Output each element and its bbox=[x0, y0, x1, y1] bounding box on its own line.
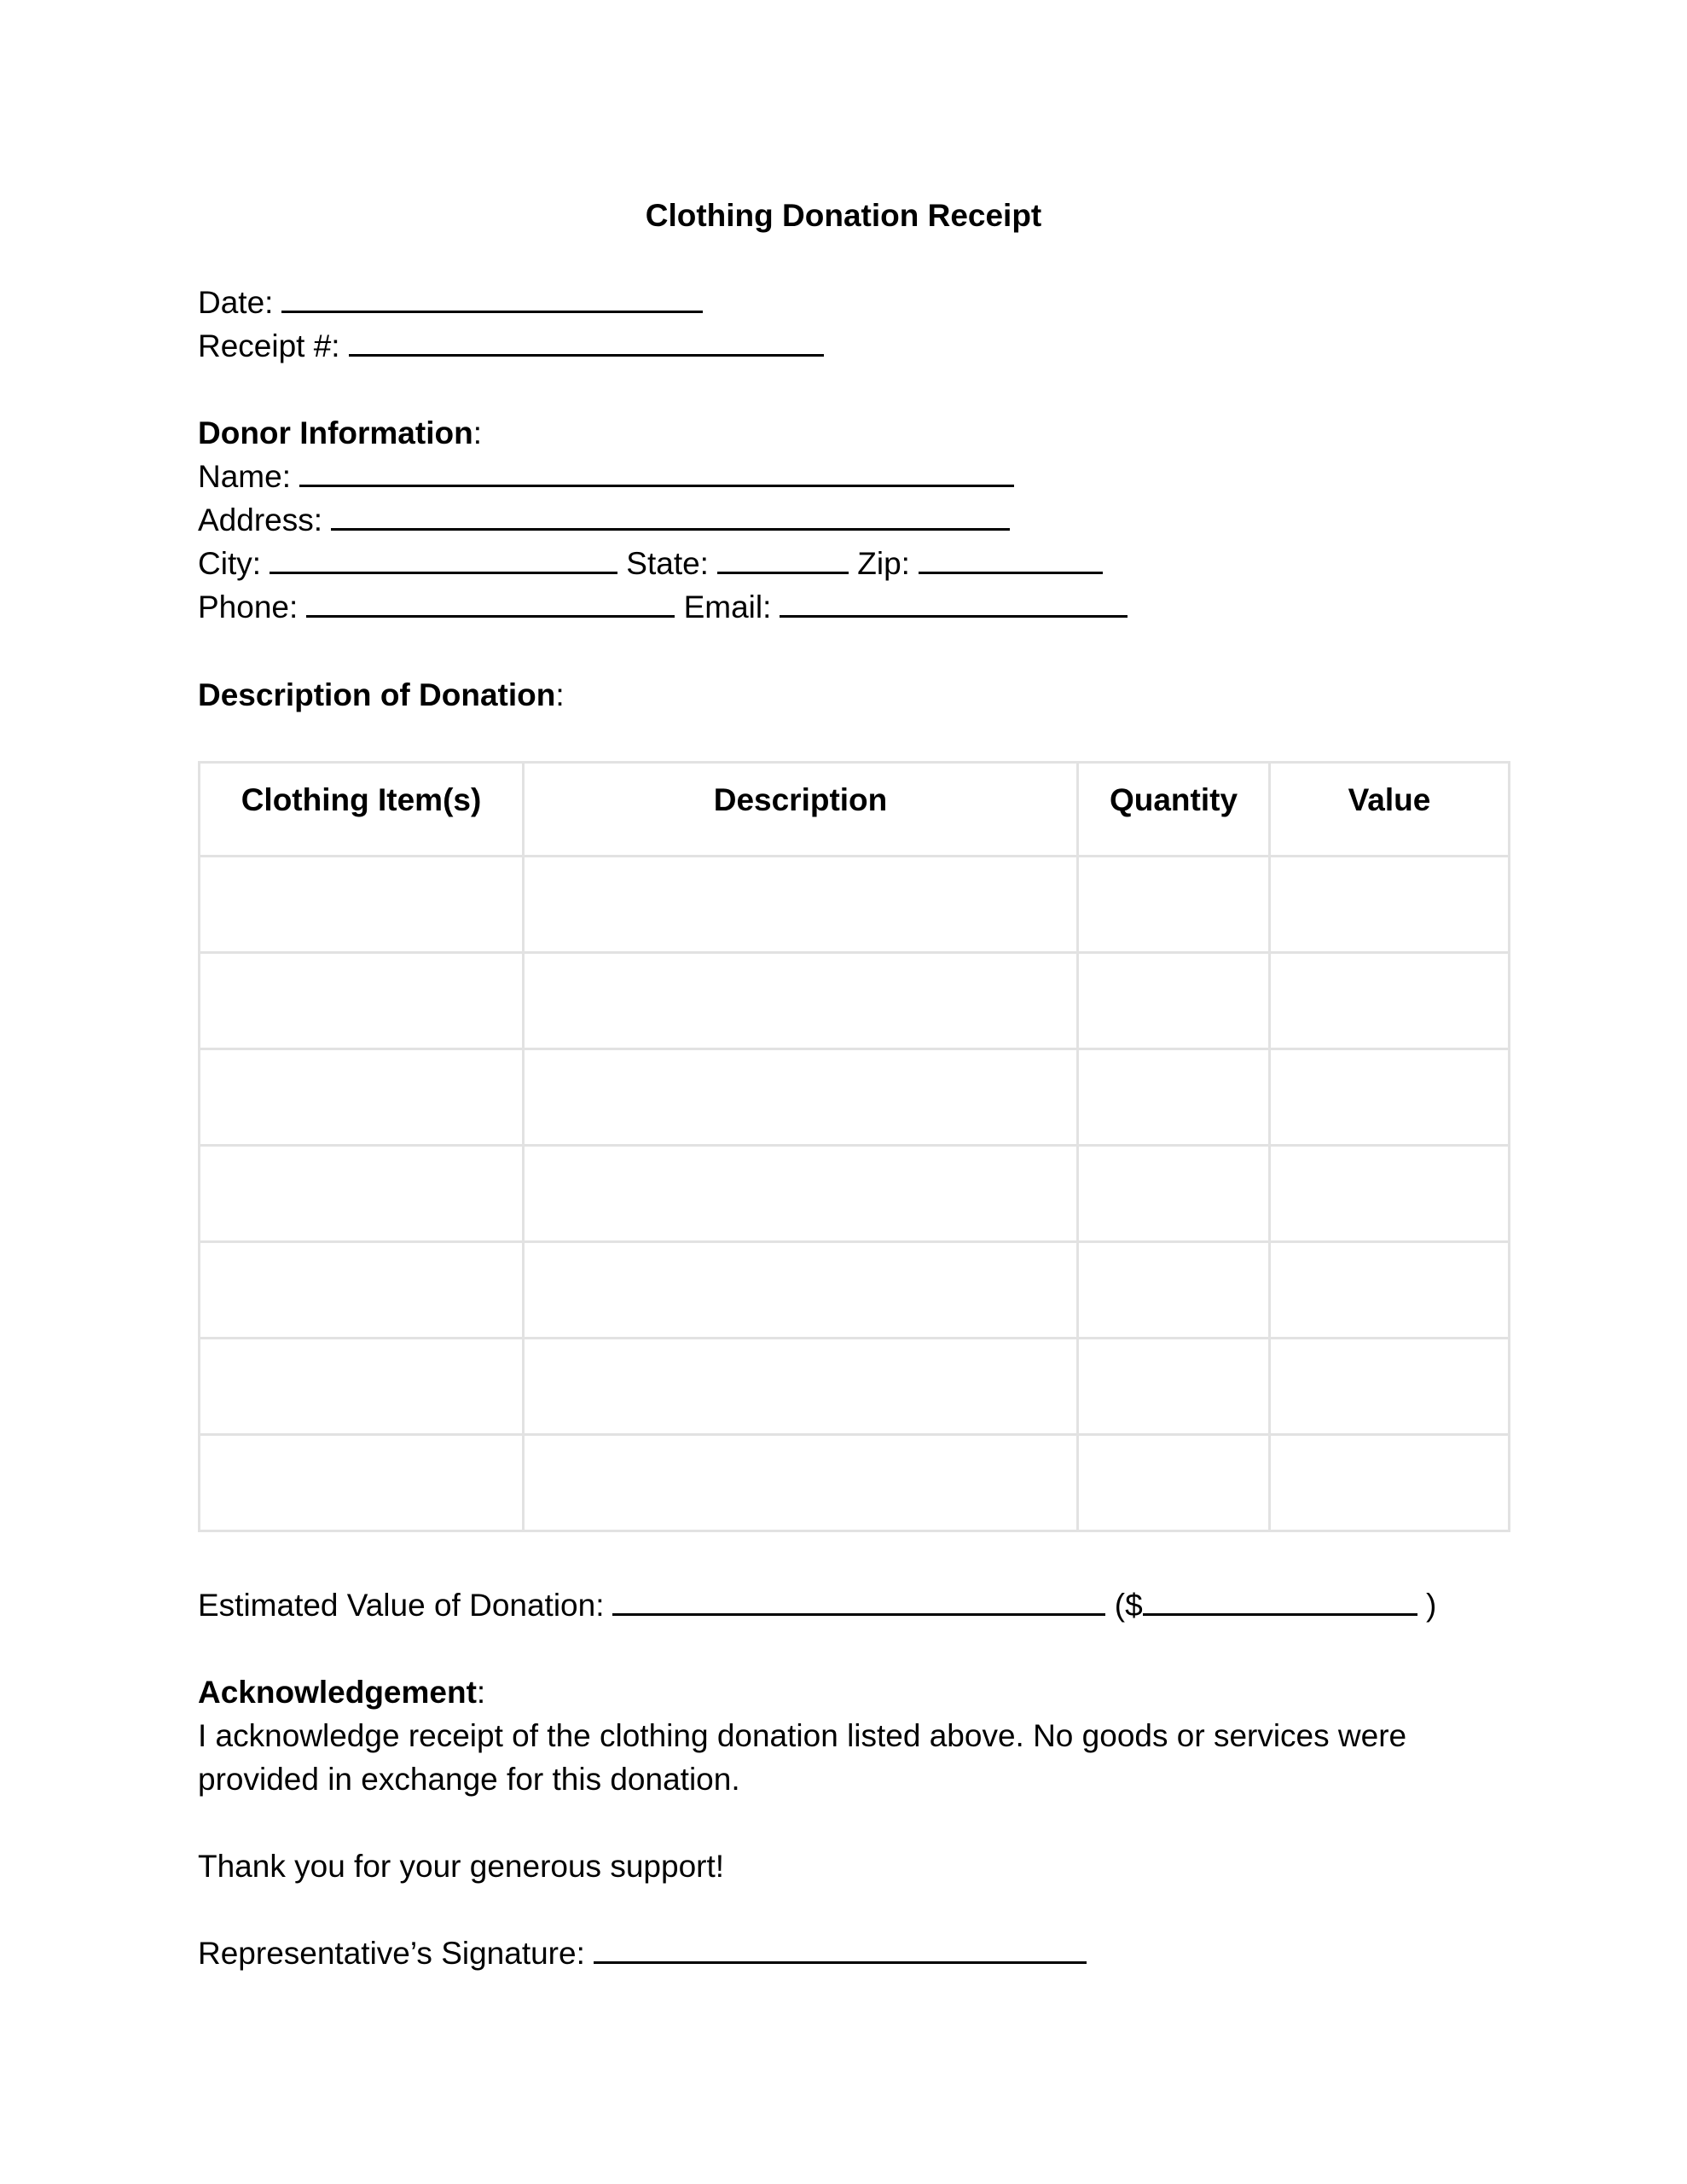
table-row bbox=[200, 1146, 1510, 1242]
table-cell[interactable] bbox=[1078, 953, 1270, 1049]
table-row bbox=[200, 1339, 1510, 1435]
city-field[interactable] bbox=[270, 543, 617, 574]
table-cell[interactable] bbox=[1270, 1435, 1510, 1531]
receipt-number-field[interactable] bbox=[349, 325, 824, 357]
donation-heading-colon: : bbox=[555, 677, 565, 712]
table-cell[interactable] bbox=[1270, 1146, 1510, 1242]
table-cell[interactable] bbox=[1078, 857, 1270, 953]
receipt-row bbox=[198, 325, 824, 368]
signature-row bbox=[198, 1932, 1087, 1975]
email-label: Email: bbox=[683, 590, 772, 624]
estimated-value-paren-open: ($ bbox=[1114, 1588, 1143, 1623]
state-field[interactable] bbox=[717, 543, 849, 574]
donor-heading bbox=[198, 412, 482, 455]
donor-heading-text: Donor Information bbox=[198, 415, 473, 450]
phone-field[interactable] bbox=[306, 586, 675, 618]
date-field[interactable] bbox=[281, 282, 703, 313]
column-header-clothing-items: Clothing Item(s) bbox=[200, 763, 524, 857]
acknowledgement-line-1: I acknowledge receipt of the clothing donation listed above. No goods or services were bbox=[198, 1718, 1407, 1753]
table-cell[interactable] bbox=[200, 1435, 524, 1531]
state-label: State: bbox=[626, 546, 709, 581]
table-cell[interactable] bbox=[200, 1146, 524, 1242]
table-cell[interactable] bbox=[1078, 1339, 1270, 1435]
table-row bbox=[200, 953, 1510, 1049]
table-cell[interactable] bbox=[200, 1049, 524, 1146]
donor-heading-colon: : bbox=[472, 415, 482, 450]
name-field[interactable] bbox=[299, 456, 1014, 487]
city-state-zip-row bbox=[198, 543, 1103, 585]
address-label: Address: bbox=[198, 502, 323, 537]
name-row bbox=[198, 456, 1014, 498]
table-cell[interactable] bbox=[524, 1435, 1078, 1531]
zip-field[interactable] bbox=[919, 543, 1103, 574]
table-cell[interactable] bbox=[1078, 1242, 1270, 1339]
table-row bbox=[200, 1049, 1510, 1146]
acknowledgement-heading bbox=[198, 1671, 485, 1714]
address-field[interactable] bbox=[331, 499, 1010, 531]
column-header-description: Description bbox=[524, 763, 1078, 857]
email-field[interactable] bbox=[780, 586, 1128, 618]
column-header-quantity: Quantity bbox=[1078, 763, 1270, 857]
table-cell[interactable] bbox=[200, 1339, 524, 1435]
table-row bbox=[200, 1242, 1510, 1339]
estimated-dollar-field[interactable] bbox=[1143, 1584, 1417, 1616]
table-cell[interactable] bbox=[524, 1049, 1078, 1146]
date-row bbox=[198, 282, 703, 324]
table-cell[interactable] bbox=[200, 857, 524, 953]
name-label: Name: bbox=[198, 459, 291, 494]
date-label: Date: bbox=[198, 285, 274, 320]
signature-field[interactable] bbox=[594, 1932, 1087, 1964]
table-cell[interactable] bbox=[524, 1339, 1078, 1435]
table-cell[interactable] bbox=[1078, 1146, 1270, 1242]
table-cell[interactable] bbox=[1270, 953, 1510, 1049]
table-header-row bbox=[200, 763, 1510, 857]
table-row bbox=[200, 1435, 1510, 1531]
phone-label: Phone: bbox=[198, 590, 299, 624]
estimated-value-label: Estimated Value of Donation: bbox=[198, 1588, 605, 1623]
donation-heading-text: Description of Donation bbox=[198, 677, 556, 712]
table-cell[interactable] bbox=[524, 1242, 1078, 1339]
acknowledgement-line-2: provided in exchange for this donation. bbox=[198, 1762, 740, 1797]
table-cell[interactable] bbox=[1078, 1435, 1270, 1531]
table-cell[interactable] bbox=[200, 1242, 524, 1339]
estimated-value-row bbox=[198, 1584, 1436, 1627]
table-cell[interactable] bbox=[524, 953, 1078, 1049]
estimated-value-paren-close: ) bbox=[1425, 1588, 1437, 1623]
city-label: City: bbox=[198, 546, 261, 581]
thank-you-text: Thank you for your generous support! bbox=[198, 1849, 725, 1884]
donation-heading bbox=[198, 674, 565, 717]
phone-email-row bbox=[198, 586, 1128, 629]
address-row bbox=[198, 499, 1010, 542]
table-cell[interactable] bbox=[1270, 1339, 1510, 1435]
estimated-value-field[interactable] bbox=[612, 1584, 1105, 1616]
table-cell[interactable] bbox=[1270, 1242, 1510, 1339]
table-cell[interactable] bbox=[200, 953, 524, 1049]
document-title: Clothing Donation Receipt bbox=[645, 198, 1042, 233]
table-cell[interactable] bbox=[1270, 1049, 1510, 1146]
acknowledgement-heading-text: Acknowledgement bbox=[198, 1675, 477, 1710]
acknowledgement-heading-colon: : bbox=[476, 1675, 486, 1710]
donation-items-table bbox=[198, 761, 1510, 1532]
signature-label: Representative’s Signature: bbox=[198, 1936, 585, 1971]
receipt-label: Receipt #: bbox=[198, 328, 340, 363]
table-cell[interactable] bbox=[1078, 1049, 1270, 1146]
table-cell[interactable] bbox=[524, 1146, 1078, 1242]
table-cell[interactable] bbox=[1270, 857, 1510, 953]
zip-label: Zip: bbox=[857, 546, 910, 581]
table-row bbox=[200, 857, 1510, 953]
column-header-value: Value bbox=[1270, 763, 1510, 857]
table-cell[interactable] bbox=[524, 857, 1078, 953]
